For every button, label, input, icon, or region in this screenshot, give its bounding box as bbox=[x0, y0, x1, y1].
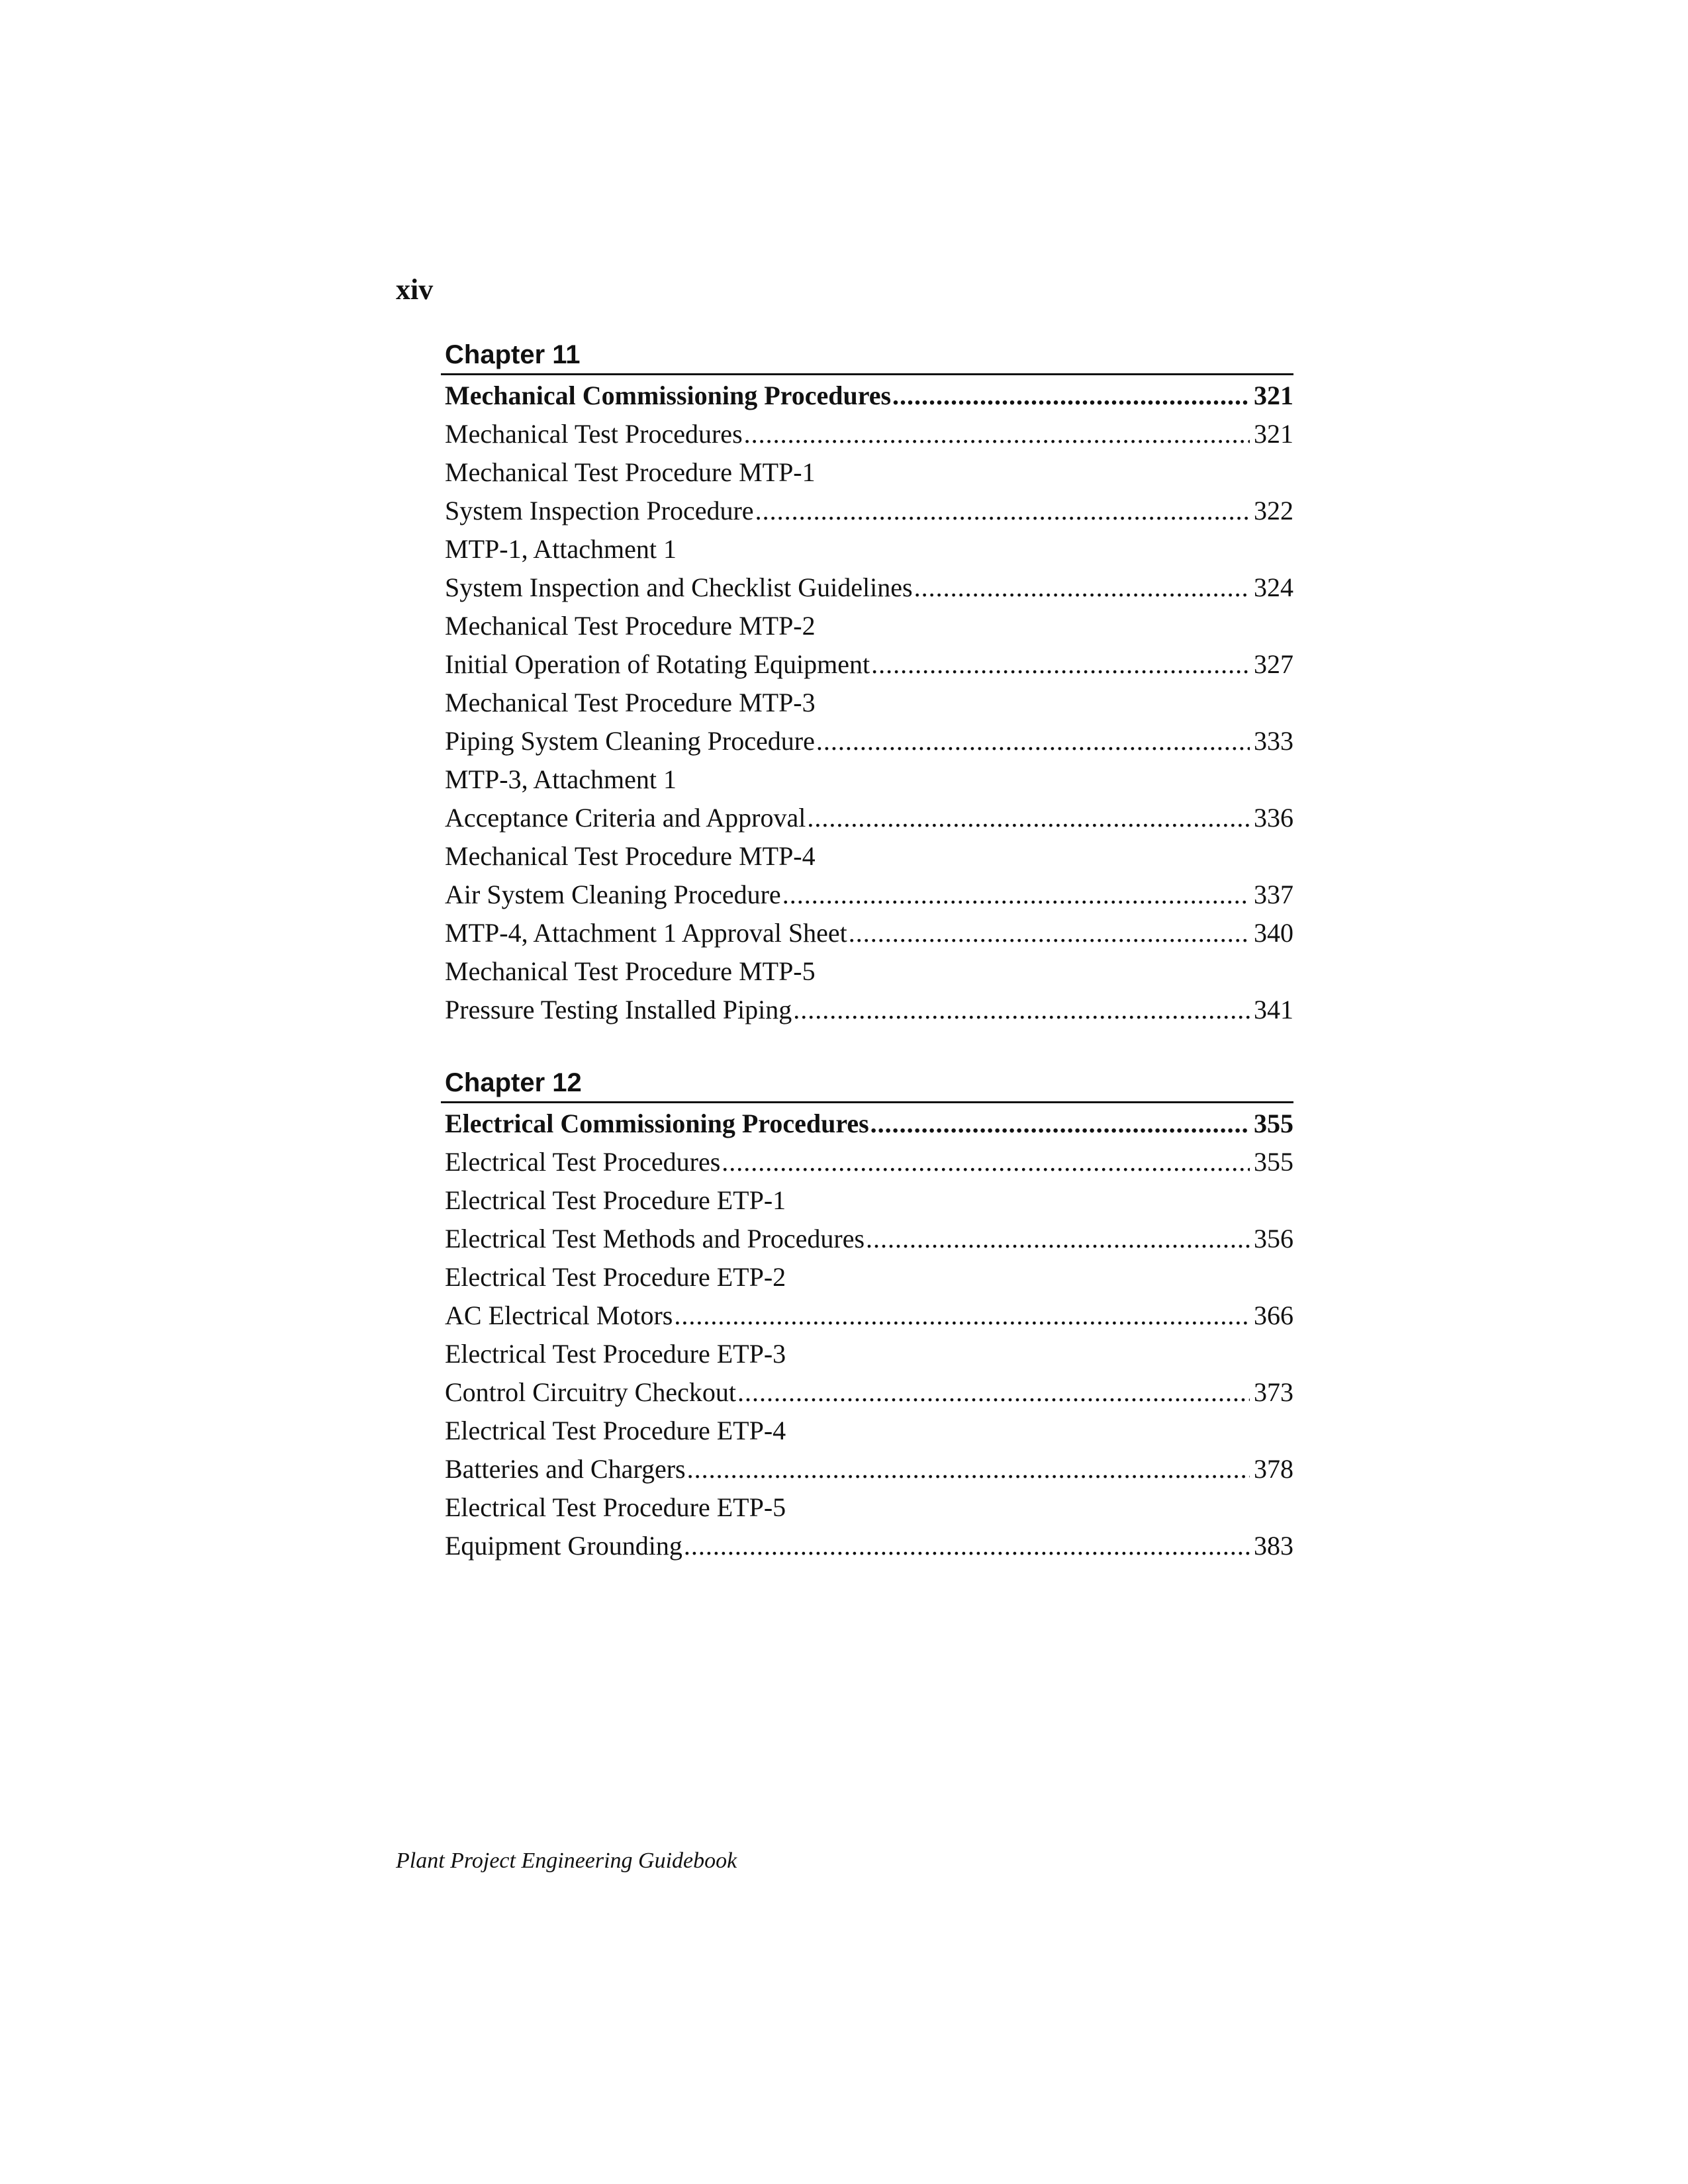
toc-page-number: 366 bbox=[1254, 1300, 1293, 1330]
toc-entry bbox=[445, 645, 1293, 684]
toc-entry bbox=[445, 1450, 1293, 1488]
toc-entry bbox=[445, 530, 1293, 569]
toc-entry bbox=[445, 1143, 1293, 1181]
dot-leader bbox=[684, 1527, 1250, 1565]
toc-page-number: 383 bbox=[1254, 1531, 1293, 1561]
dot-leader bbox=[737, 1373, 1250, 1412]
dot-leader bbox=[849, 914, 1250, 952]
dot-leader bbox=[687, 1450, 1250, 1488]
chapter-title-entry bbox=[445, 377, 1293, 415]
toc-entry bbox=[445, 415, 1293, 453]
toc-entry-title: Initial Operation of Rotating Equipment bbox=[445, 649, 870, 679]
toc-entry bbox=[445, 684, 1293, 722]
toc-entry-title: Piping System Cleaning Procedure bbox=[445, 726, 815, 756]
toc-entry bbox=[445, 760, 1293, 799]
toc-page-number: 378 bbox=[1254, 1454, 1293, 1484]
toc-entry-title: Mechanical Test Procedure MTP-5 bbox=[445, 956, 816, 986]
toc-entry-title: Electrical Commissioning Procedures bbox=[445, 1109, 869, 1138]
toc-page-number: 336 bbox=[1254, 803, 1293, 833]
toc-list bbox=[441, 377, 1293, 1029]
chapter-label: Chapter 12 bbox=[445, 1068, 582, 1097]
dot-leader bbox=[674, 1297, 1250, 1335]
chapter-divider bbox=[441, 1101, 1293, 1103]
toc-page-number: 333 bbox=[1254, 726, 1293, 756]
toc-entry bbox=[445, 492, 1293, 530]
toc-page-number: 340 bbox=[1254, 918, 1293, 948]
toc-entry-title: Equipment Grounding bbox=[445, 1531, 682, 1561]
toc-entry-title: Pressure Testing Installed Piping bbox=[445, 995, 792, 1024]
toc-page-number: 321 bbox=[1254, 419, 1293, 449]
toc-entry-title: Control Circuitry Checkout bbox=[445, 1377, 736, 1407]
toc-page-number: 324 bbox=[1254, 572, 1293, 602]
dot-leader bbox=[755, 492, 1250, 530]
dot-leader bbox=[782, 876, 1250, 914]
dot-leader bbox=[914, 569, 1250, 607]
toc-page-number: 337 bbox=[1254, 880, 1293, 909]
toc-entry-title: System Inspection and Checklist Guidelines bbox=[445, 572, 913, 602]
toc-page-number: 355 bbox=[1254, 1109, 1293, 1138]
toc-entry-title: Mechanical Commissioning Procedures bbox=[445, 381, 892, 410]
toc-entry bbox=[445, 799, 1293, 837]
toc-entry bbox=[445, 569, 1293, 607]
dot-leader bbox=[744, 415, 1250, 453]
toc-entry bbox=[445, 991, 1293, 1029]
toc-entry bbox=[445, 952, 1293, 991]
toc-entry-title: MTP-4, Attachment 1 Approval Sheet bbox=[445, 918, 847, 948]
toc-entry bbox=[445, 1258, 1293, 1297]
dot-leader bbox=[870, 1105, 1250, 1143]
page-number: xiv bbox=[396, 273, 434, 306]
chapter-section bbox=[441, 336, 1293, 1029]
toc-page-number: 341 bbox=[1254, 995, 1293, 1024]
chapter-label: Chapter 11 bbox=[445, 340, 581, 369]
running-footer: Plant Project Engineering Guidebook bbox=[396, 1848, 737, 1873]
toc-entry-title: Electrical Test Procedure ETP-1 bbox=[445, 1185, 786, 1215]
toc-entry bbox=[445, 1412, 1293, 1450]
toc-entry bbox=[445, 876, 1293, 914]
toc-entry-title: Electrical Test Procedure ETP-3 bbox=[445, 1339, 786, 1369]
toc-entry bbox=[445, 837, 1293, 876]
toc-page-number: 321 bbox=[1254, 381, 1293, 410]
toc-entry-title: AC Electrical Motors bbox=[445, 1300, 673, 1330]
toc-entry-title: Electrical Test Methods and Procedures bbox=[445, 1224, 865, 1253]
toc-entry-title: Mechanical Test Procedure MTP-2 bbox=[445, 611, 816, 641]
dot-leader bbox=[816, 722, 1250, 760]
dot-leader bbox=[793, 991, 1250, 1029]
toc-entry-title: Acceptance Criteria and Approval bbox=[445, 803, 806, 833]
chapter-title-entry bbox=[445, 1105, 1293, 1143]
toc-entry bbox=[445, 914, 1293, 952]
dot-leader bbox=[892, 377, 1250, 415]
toc-entry-title: Batteries and Chargers bbox=[445, 1454, 686, 1484]
toc-entry-title: Electrical Test Procedure ETP-5 bbox=[445, 1492, 786, 1522]
toc-entry-title: Mechanical Test Procedures bbox=[445, 419, 743, 449]
toc-entry-title: Mechanical Test Procedure MTP-4 bbox=[445, 841, 816, 871]
dot-leader bbox=[871, 645, 1250, 684]
chapter-divider bbox=[441, 373, 1293, 375]
toc-page-number: 373 bbox=[1254, 1377, 1293, 1407]
toc-entry bbox=[445, 1297, 1293, 1335]
toc-page-number: 327 bbox=[1254, 649, 1293, 679]
toc-page-number: 355 bbox=[1254, 1147, 1293, 1177]
dot-leader bbox=[722, 1143, 1250, 1181]
toc-entry-title: Electrical Test Procedures bbox=[445, 1147, 721, 1177]
toc-entry bbox=[445, 1181, 1293, 1220]
toc-entry-title: Mechanical Test Procedure MTP-3 bbox=[445, 688, 816, 717]
dot-leader bbox=[807, 799, 1250, 837]
toc-entry bbox=[445, 1220, 1293, 1258]
toc-page-number: 322 bbox=[1254, 496, 1293, 525]
toc-entry bbox=[445, 1488, 1293, 1527]
chapter-section bbox=[441, 1064, 1293, 1565]
toc-entry-title: Mechanical Test Procedure MTP-1 bbox=[445, 457, 816, 487]
toc-entry-title: MTP-3, Attachment 1 bbox=[445, 764, 677, 794]
toc-entry-title: Air System Cleaning Procedure bbox=[445, 880, 781, 909]
toc-entry-title: MTP-1, Attachment 1 bbox=[445, 534, 677, 564]
toc-entry bbox=[445, 722, 1293, 760]
toc-entry-title: Electrical Test Procedure ETP-4 bbox=[445, 1416, 786, 1445]
toc-entry bbox=[445, 1527, 1293, 1565]
toc-page-number: 356 bbox=[1254, 1224, 1293, 1253]
dot-leader bbox=[866, 1220, 1250, 1258]
toc-entry bbox=[445, 1373, 1293, 1412]
toc-entry-title: System Inspection Procedure bbox=[445, 496, 754, 525]
toc-entry bbox=[445, 453, 1293, 492]
toc-entry bbox=[445, 607, 1293, 645]
toc-entry bbox=[445, 1335, 1293, 1373]
toc-list bbox=[441, 1105, 1293, 1565]
toc-entry-title: Electrical Test Procedure ETP-2 bbox=[445, 1262, 786, 1292]
